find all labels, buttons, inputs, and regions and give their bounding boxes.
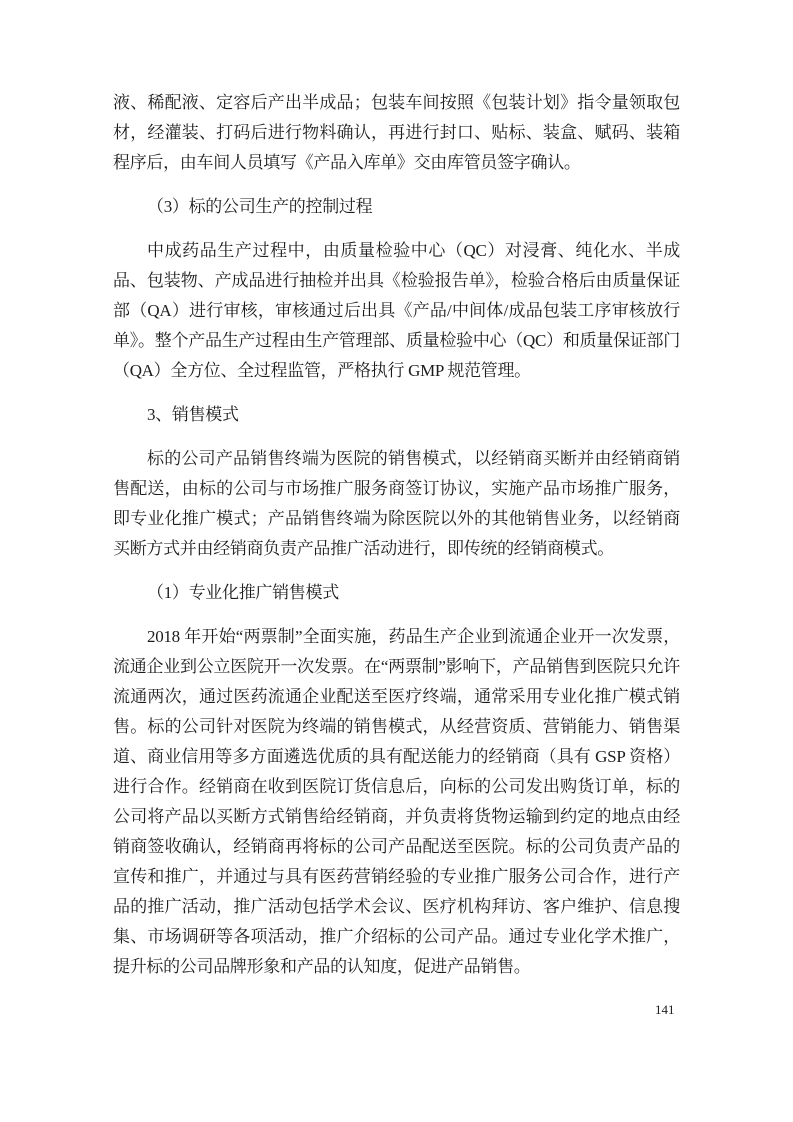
heading-professional-promotion-sales-model: （1）专业化推广销售模式 xyxy=(147,583,339,602)
paragraph-sales-model-overview: 标的公司产品销售终端为医院的销售模式，以经销商买断并由经销商销售配送，由标的公司与市场推广服务商签订协议，实施产品市场推广服务，即专业化推广模式；产品销售终端为除医院以外的其他销售业务，以经销商买断方式并由经销商负责产品推广活动进行，即传统的经销商模式。 xyxy=(113,449,680,558)
paragraph-packaging-continuation: 液、稀配液、定容后产出半成品；包装车间按照《包装计划》指令量领取包材，经灌装、打码后进行物料确认，再进行封口、贴标、装盒、赋码、装箱程序后，由车间人员填写《产品入库单》交由库管员签字确认。 xyxy=(113,93,680,172)
heading-production-control-process: （3）标的公司生产的控制过程 xyxy=(147,197,373,216)
page-body-text xyxy=(113,88,680,994)
page-number: 141 xyxy=(655,1002,675,1017)
paragraph-production-control-process: 中成药品生产过程中，由质量检验中心（QC）对浸膏、纯化水、半成品、包装物、产成品进行抽检并出具《检验报告单》，检验合格后由质量保证部（QA）进行审核，审核通过后出具《产品/中间体/成品包装工序审核放行单》。整个产品生产过程由生产管理部、质量检验中心（QC）和质量保证部门（QA）全方位、全过程监管，严格执行 GMP 规范管理。 xyxy=(113,241,680,380)
heading-sales-model: 3、销售模式 xyxy=(147,405,239,424)
paragraph-professional-promotion-detail: 2018 年开始“两票制”全面实施，药品生产企业到流通企业开一次发票，流通企业到公立医院开一次发票。在“两票制”影响下，产品销售到医院只允许流通两次，通过医药流通企业配送至医疗终端，通常采用专业化推广模式销售。标的公司针对医院为终端的销售模式，从经营资质、营销能力、销售渠道、商业信用等多方面遴选优质的具有配送能力的经销商（具有 GSP 资格）进行合作。经销商在收到医院订货信息后，向标的公司发出购货订单，标的公司将产品以买断方式销售给经销商，并负责将货物运输到约定的地点由经销商签收确认，经销商再将标的公司产品配送至医院。标的公司负责产品的宣传和推广，并通过与具有医药营销经验的专业推广服务公司合作，进行产品的推广活动，推广活动包括学术会议、医疗机构拜访、客户维护、信息搜集、市场调研等各项活动，推广介绍标的公司产品。通过专业化学术推广，提升标的公司品牌形象和产品的认知度，促进产品销售。 xyxy=(113,627,680,976)
